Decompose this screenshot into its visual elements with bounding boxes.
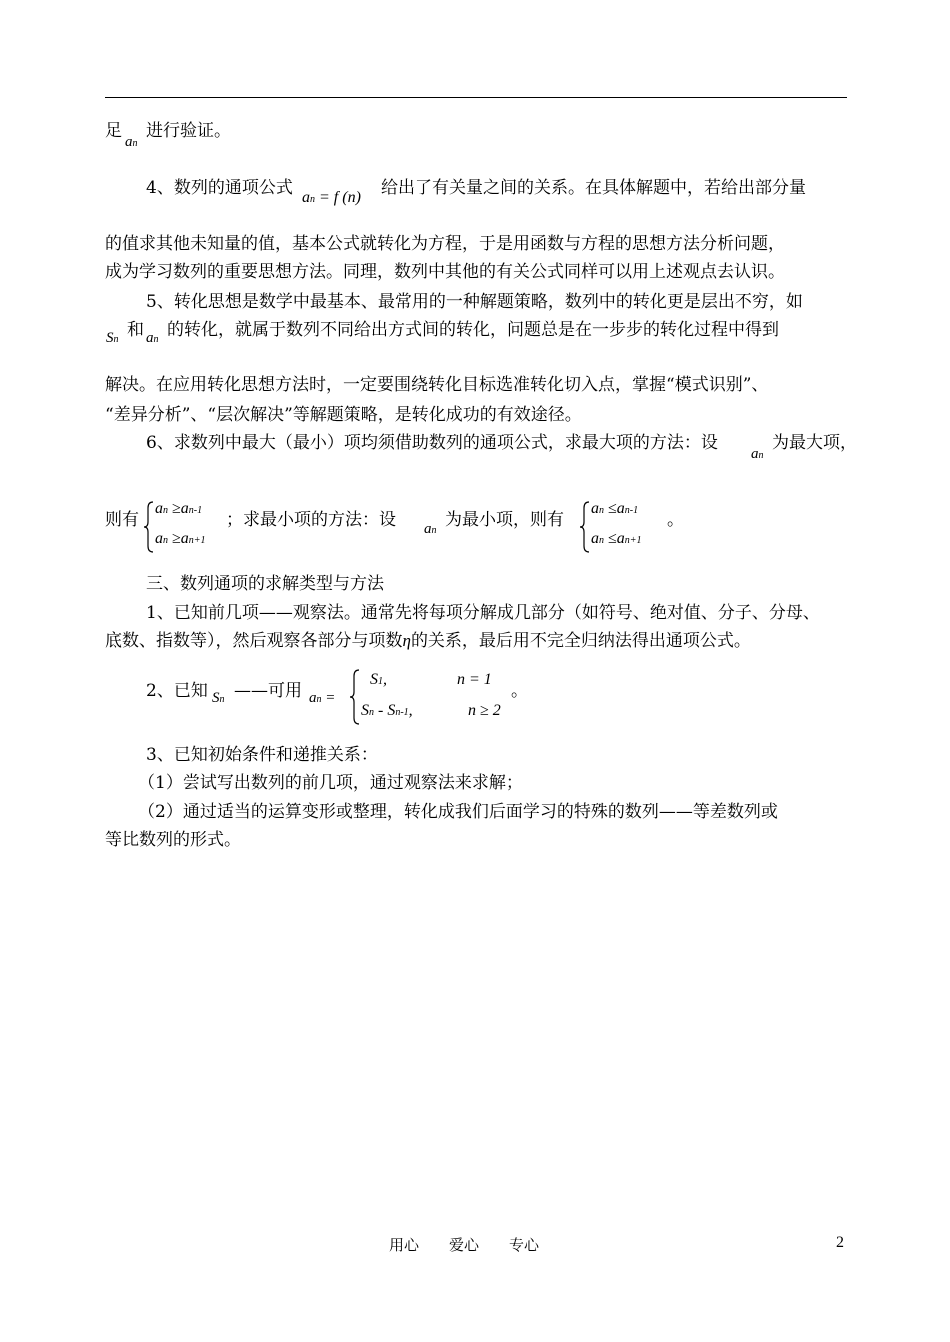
text-line: “差异分析”、“层次解决”等解题策略，是转化成功的有效途径。 bbox=[105, 405, 582, 425]
text-line: 和 bbox=[127, 320, 144, 340]
formula-an-fn: an = f (n) bbox=[302, 189, 361, 206]
piecewise-cond-2: n ≥ 2 bbox=[468, 702, 501, 719]
left-brace bbox=[349, 668, 361, 726]
text-line: 。 bbox=[667, 510, 684, 530]
text-line: 5、转化思想是数学中最基本、最常用的一种解题策略，数列中的转化更是层出不穷，如 bbox=[146, 292, 803, 312]
inequality-min-1: an ≤an-1 bbox=[591, 500, 639, 517]
piecewise-lhs: an = bbox=[309, 690, 336, 706]
math-a-n: an bbox=[146, 330, 159, 346]
inequality-max-1: an ≥an-1 bbox=[155, 500, 203, 517]
text-line: ——可用 bbox=[234, 681, 302, 701]
header-rule bbox=[105, 97, 847, 98]
text-line: 为最大项， bbox=[772, 433, 857, 453]
math-a-n: an bbox=[751, 446, 764, 462]
text-line: 成为学习数列的重要思想方法。同理，数列中其他的有关公式同样可以用上述观点去认识。 bbox=[105, 262, 785, 282]
inequality-max-2: an ≥an+1 bbox=[155, 530, 206, 547]
text-line: 则有 bbox=[105, 510, 139, 530]
page-number: 2 bbox=[836, 1234, 844, 1251]
left-brace bbox=[143, 500, 155, 554]
math-S-n: Sn bbox=[212, 690, 225, 706]
inequality-min-2: an ≤an+1 bbox=[591, 530, 642, 547]
text-line: 4、数列的通项公式 bbox=[146, 178, 293, 198]
text-line: 给出了有关量之间的关系。在具体解题中，若给出部分量 bbox=[381, 178, 806, 198]
text-line: 等比数列的形式。 bbox=[105, 830, 241, 850]
text-line bbox=[146, 120, 231, 142]
text-line: ；求最小项的方法：设 bbox=[226, 510, 396, 530]
math-S-n: Sn bbox=[106, 330, 119, 346]
text-line: 6、求数列中最大（最小）项均须借助数列的通项公式，求最大项的方法：设 bbox=[146, 433, 718, 453]
footer-motto: 用心 爱心 专心 bbox=[389, 1236, 540, 1254]
text-line bbox=[105, 120, 122, 142]
text-line: （2）通过适当的运算变形或整理，转化成我们后面学习的特殊的数列——等差数列或 bbox=[138, 802, 778, 822]
piecewise-cond-1: n = 1 bbox=[457, 671, 492, 688]
math-a-n: an bbox=[125, 134, 138, 150]
text-line: 的值求其他未知量的值，基本公式就转化为方程，于是用函数与方程的思想方法分析问题， bbox=[105, 234, 785, 254]
text-line: 底数、指数等），然后观察各部分与项数η的关系，最后用不完全归纳法得出通项公式。 bbox=[105, 631, 751, 651]
piecewise-case-1: S1, bbox=[370, 671, 387, 688]
math-a-n: an bbox=[424, 521, 437, 537]
text-line: （1）尝试写出数列的前几项，通过观察法来求解； bbox=[138, 773, 523, 793]
text-span: 足 bbox=[105, 121, 122, 141]
text-line: 2、已知 bbox=[146, 681, 208, 701]
text-line: 的转化，就属于数列不同给出方式间的转化，问题总是在一步步的转化过程中得到 bbox=[167, 320, 779, 340]
section-heading: 三、数列通项的求解类型与方法 bbox=[146, 574, 384, 594]
text-line: 解决。在应用转化思想方法时，一定要围绕转化目标选准转化切入点，掌握“模式识别”、 bbox=[105, 375, 769, 395]
text-line: 1、已知前几项——观察法。通常先将每项分解成几部分（如符号、绝对值、分子、分母、 bbox=[146, 603, 820, 623]
left-brace bbox=[579, 500, 591, 554]
text-line: 3、已知初始条件和递推关系： bbox=[146, 745, 378, 765]
piecewise-case-2: Sn - Sn-1, bbox=[361, 702, 413, 719]
text-line: 为最小项，则有 bbox=[445, 510, 564, 530]
text-line: 。 bbox=[511, 681, 528, 701]
text-span: 进行验证。 bbox=[146, 121, 231, 141]
